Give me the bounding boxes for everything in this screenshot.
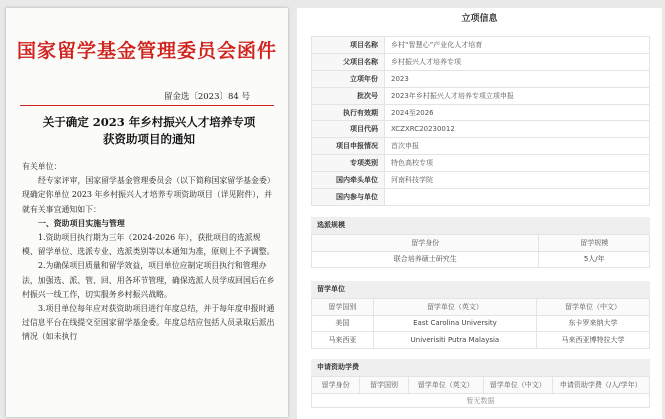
info-value: 河南科技学院: [385, 172, 650, 189]
info-label: 项目代码: [312, 121, 385, 138]
info-value: 2023: [385, 70, 650, 87]
fees-section-title: 申请资助学费: [311, 359, 650, 376]
info-value: 乡村振兴人才培养专项: [385, 53, 650, 70]
selection-table: [311, 234, 650, 268]
panel-title: 立项信息: [461, 14, 498, 24]
table-cell: 马来西亚: [312, 332, 374, 349]
selection-section-title: 选派规模: [311, 217, 650, 234]
letter-red-rule: [20, 105, 274, 106]
column-header: 留学国别: [312, 299, 374, 316]
notice-letter: [6, 8, 288, 417]
table-row: [312, 251, 650, 268]
info-label: 项目申报情况: [312, 138, 385, 155]
info-label: 执行有效期: [312, 104, 385, 121]
info-row: [312, 37, 650, 54]
table-header-row: [312, 299, 650, 316]
column-header: 留学单位（中文）: [483, 377, 552, 394]
table-cell: Univerisiti Putra Malaysia: [373, 332, 536, 349]
info-label: 国内参与单位: [312, 189, 385, 206]
empty-data-message: 暂无数据: [311, 393, 650, 408]
info-row: [312, 138, 650, 155]
letter-title: [20, 114, 278, 148]
project-info-table: [311, 36, 650, 206]
table-header-row: [312, 377, 650, 394]
info-row: [312, 53, 650, 70]
column-header: 留学单位（英文）: [408, 377, 483, 394]
table-row: [312, 332, 650, 349]
info-value: 首次申报: [385, 138, 650, 155]
letter-doc-number: 留金选〔2023〕84 号: [163, 92, 250, 102]
info-label: 父项目名称: [312, 53, 385, 70]
info-value: XCZXRC20230012: [385, 121, 650, 138]
letter-item-1: 1.资助项目执行期为三年（2024-2026 年），获批项目的选派规模、留学单位、选派专业、选派类别等以本通知为准，原则上不予调整。: [22, 233, 275, 257]
letter-paragraph: 经专家评审，国家留学基金管理委员会（以下简称国家留学基金委）现确定你单位 2023 年乡村振兴人才培养专项资助项目（详见附件），并就有关事宜通知如下：: [22, 176, 275, 214]
info-row: [312, 155, 650, 172]
column-header: 申请资助学费（/人/学年）: [552, 377, 649, 394]
info-label: 批次号: [312, 87, 385, 104]
letter-item-3: 3.项目单位每年应对获资助项目进行年度总结，并于每年度申报时通过信息平台在线提交至国家留学基金委。年度总结应包括人员录取后派出情况（如未执行: [22, 304, 275, 342]
letter-section-heading: 一、资助项目实施与管理: [38, 218, 125, 228]
column-header: 留学单位（中文）: [537, 299, 650, 316]
project-info-panel: [297, 8, 662, 419]
letter-body: [22, 160, 276, 345]
fees-table: [311, 376, 650, 394]
table-cell: 5人/年: [539, 251, 650, 268]
column-header: 留学规模: [539, 235, 650, 252]
info-row: [312, 121, 650, 138]
letter-title-line2: 获资助项目的通知: [103, 132, 195, 146]
table-cell: 联合培养硕士研究生: [312, 251, 539, 268]
letter-title-line1: 关于确定 2023 年乡村振兴人才培养专项: [42, 115, 256, 129]
column-header: 留学国别: [360, 377, 408, 394]
letter-heading: 国家留学基金管理委员会函件: [16, 40, 277, 62]
table-row: [312, 315, 650, 332]
info-row: [312, 104, 650, 121]
info-value: [385, 189, 650, 206]
table-cell: East Carolina University: [373, 315, 536, 332]
column-header: 留学身份: [312, 377, 360, 394]
units-section-title: 留学单位: [311, 281, 650, 298]
letter-salutation: 有关单位：: [22, 162, 62, 171]
column-header: 留学单位（英文）: [373, 299, 536, 316]
info-label: 项目名称: [312, 37, 385, 54]
info-row: [312, 70, 650, 87]
info-label: 立项年份: [312, 70, 385, 87]
info-label: 专项类别: [312, 155, 385, 172]
info-value: 特色高校专项: [385, 155, 650, 172]
info-value: 2023年乡村振兴人才培养专项立项申报: [385, 87, 650, 104]
info-value: 乡村“智慧心”产业化人才培育: [385, 37, 650, 54]
table-cell: 美国: [312, 315, 374, 332]
table-cell: 马来西亚博特拉大学: [537, 332, 650, 349]
info-row: [312, 87, 650, 104]
info-label: 国内牵头单位: [312, 172, 385, 189]
column-header: 留学身份: [312, 235, 539, 252]
table-cell: 东卡罗来纳大学: [537, 315, 650, 332]
units-table: [311, 298, 650, 349]
info-row: [312, 172, 650, 189]
letter-item-2: 2.为确保项目质量和留学效益，项目单位应制定项目执行和管理办法，加强选、派、管、回、用各环节管理，确保选派人员学成回国后在乡村振兴一线工作，切实服务乡村振兴战略。: [22, 261, 275, 299]
info-value: 2024至2026: [385, 104, 650, 121]
table-header-row: [312, 235, 650, 252]
info-row: [312, 189, 650, 206]
